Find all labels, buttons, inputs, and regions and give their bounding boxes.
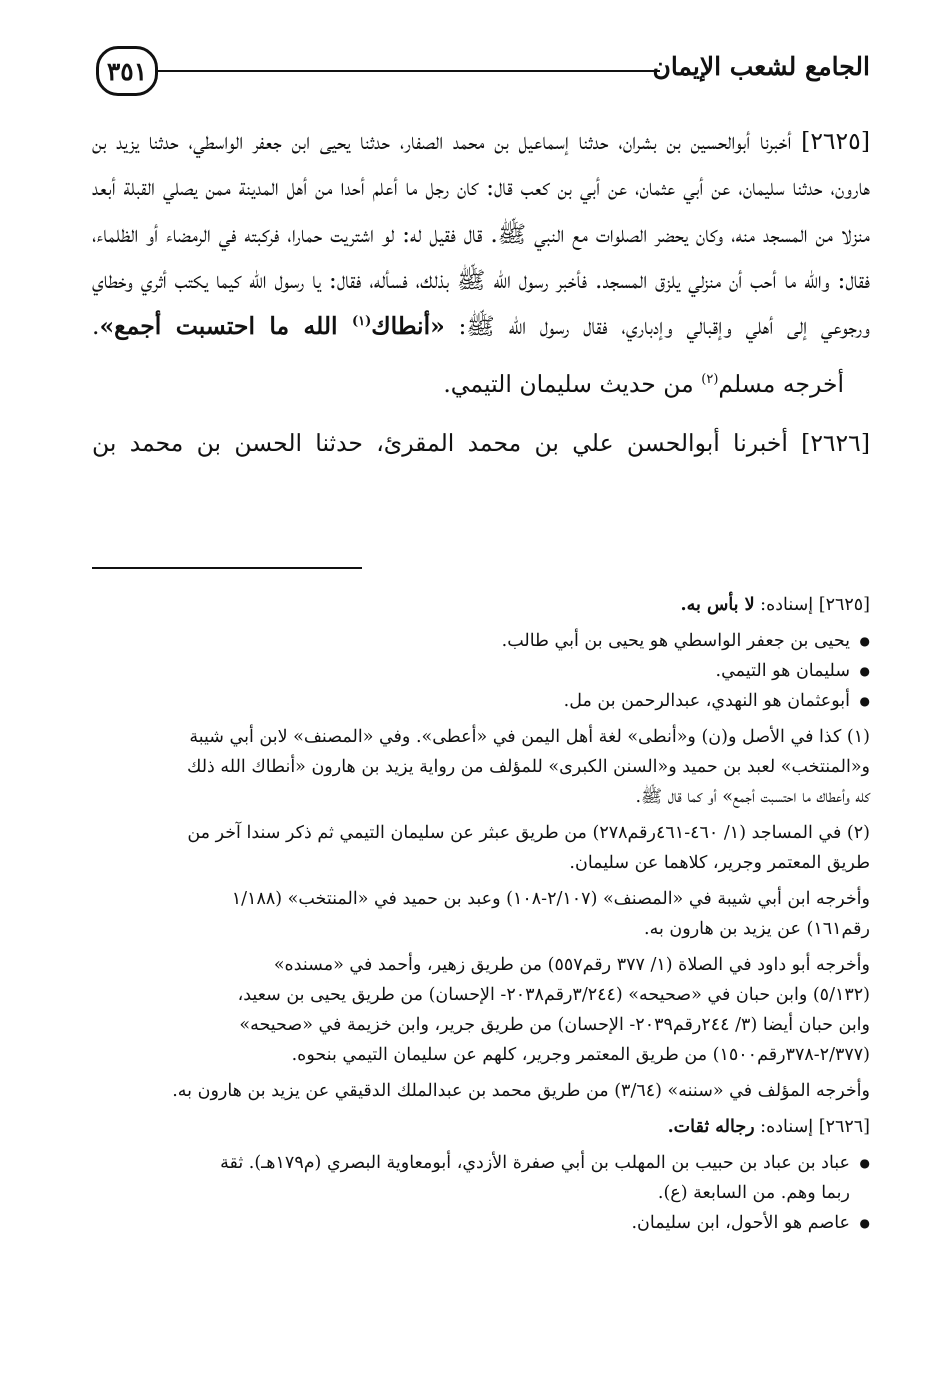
running-title: الجامع لشعب الإيمان (652, 52, 870, 81)
isnad-2625 (92, 590, 870, 620)
footnote-line: كله وأعطاك ما احتسبت أجمع» أو كما قال ﷺ. (635, 787, 870, 807)
text-line: المسجد منه، وكان يحضر الصلوات مع النبي ﷺ. قال فقيل له: لو اشتريت حمارا، (287, 219, 808, 248)
punctuation: . (92, 312, 100, 341)
quote-part: «أنطاك (371, 312, 445, 341)
footnote-2-continued (92, 884, 870, 944)
list-item (92, 1148, 870, 1208)
footnote-separator (92, 567, 362, 569)
list-item: ● عاصم هو الأحول، ابن سليمان. (92, 1208, 870, 1238)
footnote-line: ● عباد بن عباد بن حبيب بن المهلب بن أبي صفرة الأزدي، أبومعاوية البصري (م١٧٩هـ). ثقة (220, 1153, 850, 1173)
footnote-line: وابن حبان أيضا (٣/ ٢٤٤رقم٢٠٣٩- الإحسان) من طريق جرير، وابن خزيمة في «صحيحه» (239, 1015, 870, 1035)
footnote-line: طريق المعتمر وجرير، كلاهما عن سليمان. (569, 853, 870, 873)
footnote-line: ربما وهم. من السابعة (ع). (657, 1183, 850, 1203)
text-line: أخبرنا أبوالحسين بن بشران، حدثنا إسماعيل بن محمد الصفار، حدثنا يحيى (319, 127, 792, 155)
isnad-2626 (92, 1112, 870, 1142)
footnote-line: (٢/٣٧٧-٣٧٨رقم١٥٠٠) من طريق المعتمر وجرير، كلهم عن سليمان التيمي بنحوه. (291, 1045, 870, 1065)
takhrij-2625 (92, 361, 870, 407)
footnote-line: رقم١٦١) عن يزيد بن هارون به. (644, 919, 870, 939)
list-item: ● سليمان هو التيمي. (92, 656, 870, 686)
hadith-number: [٢٦٢٦] (801, 428, 870, 457)
quote-part: الله ما احتسبت أجمع» (99, 312, 338, 341)
isnad-label: [٢٦٢٦] إسناده: (760, 1117, 870, 1137)
footnotes (92, 590, 870, 1244)
footnote-2-continued (92, 1076, 870, 1106)
isnad-2625-notes (92, 626, 870, 716)
footnote-line: (٥/١٣٢) وابن حبان في «صحيحه» (٣/٢٤٤رقم٢٠٣٨- الإحسان) من طريق يحيى بن سعيد، (237, 985, 870, 1005)
isnad-label: [٢٦٢٥] إسناده: (760, 595, 870, 615)
hadith-2625 (92, 118, 870, 349)
page-header (96, 46, 870, 104)
footnote-line: وأخرجه ابن أبي شيبة في «المصنف» (٢/١٠٧-١٠٨) وعبد بن حميد في «المنتخب» (١/١٨٨ (231, 889, 870, 909)
hadith-number: [٢٦٢٥] (801, 127, 870, 155)
footnote-2 (92, 818, 870, 878)
takhrij-text: أخرجه مسلم (718, 370, 844, 399)
footnote-marker[interactable]: (٢) (701, 372, 719, 388)
page-number: ٣٥١ (96, 46, 158, 96)
footnote-line: (١) كذا في الأصل و(ن) و«أنطى» لغة أهل اليمن في «أعطى». وفي «المصنف» لابن أبي شيبة (189, 727, 870, 747)
text-line: رسول الله ﷺ بذلك، فسأله، فقال: يا رسول الله كيما يكتب أثري وخطاي ورجوعي (92, 265, 870, 341)
footnote-line: وأخرجه المؤلف في «سننه» (٣/٦٤) من طريق محمد بن عبدالملك الدقيقي عن يزيد بن هارون به. (172, 1081, 870, 1101)
isnad-2626-notes (92, 1148, 870, 1238)
footnote-2-continued (92, 950, 870, 1070)
footnote-line: و«المنتخب» لعبد بن حميد و«السنن الكبرى» للمؤلف من رواية يزيد بن هارون «أنطاك الله ذلك (186, 757, 870, 777)
hadith-2626 (92, 420, 870, 466)
footnote-marker[interactable]: (١) (351, 314, 372, 330)
footnote-line: وأخرجه أبو داود في الصلاة (١/ ٣٧٧ رقم٥٥٧) من طريق زهير، وأحمد في «مسنده» (273, 955, 870, 975)
text-line: إلى أهلي وإقبالي وإدباري، فقال رسول الله ﷺ: (458, 312, 808, 341)
text-line: كعب قال: كان رجل ما أعلم أحدا من أهل المدينة ممن يصلي القبلة أبعد منزلا من (92, 173, 870, 248)
text-line: ابن جعفر الواسطي، حدثنا يزيد بن هارون، حدثنا سليمان، عن أبي عثمان، عن أبي بن (92, 127, 870, 202)
list-item: ● يحيى بن جعفر الواسطي هو يحيى بن أبي طالب. (92, 626, 870, 656)
text-line: أخبرنا أبوالحسن علي بن محمد المقرئ، حدثنا الحسن بن محمد بن (92, 428, 788, 457)
main-text (92, 118, 870, 478)
prophetic-quote (99, 312, 444, 340)
isnad-grade: لا بأس به. (680, 595, 755, 615)
footnote-1 (92, 722, 870, 812)
text-line: فركبته في الرمضاء أو الظلماء، فقال: والله ما أحب أن منزلي يلزق المسجد. فأخبر (92, 219, 870, 294)
header-rule (158, 70, 660, 72)
takhrij-text: من حديث سليمان التيمي. (443, 370, 694, 399)
isnad-grade: رجاله ثقات. (667, 1117, 755, 1137)
footnote-line: (٢) في المساجد (١/ ٤٦٠-٤٦١رقم٢٧٨) من طريق عبثر عن سليمان التيمي ثم ذكر سندا آخر من (187, 823, 870, 843)
list-item: ● أبوعثمان هو النهدي، عبدالرحمن بن مل. (92, 686, 870, 716)
